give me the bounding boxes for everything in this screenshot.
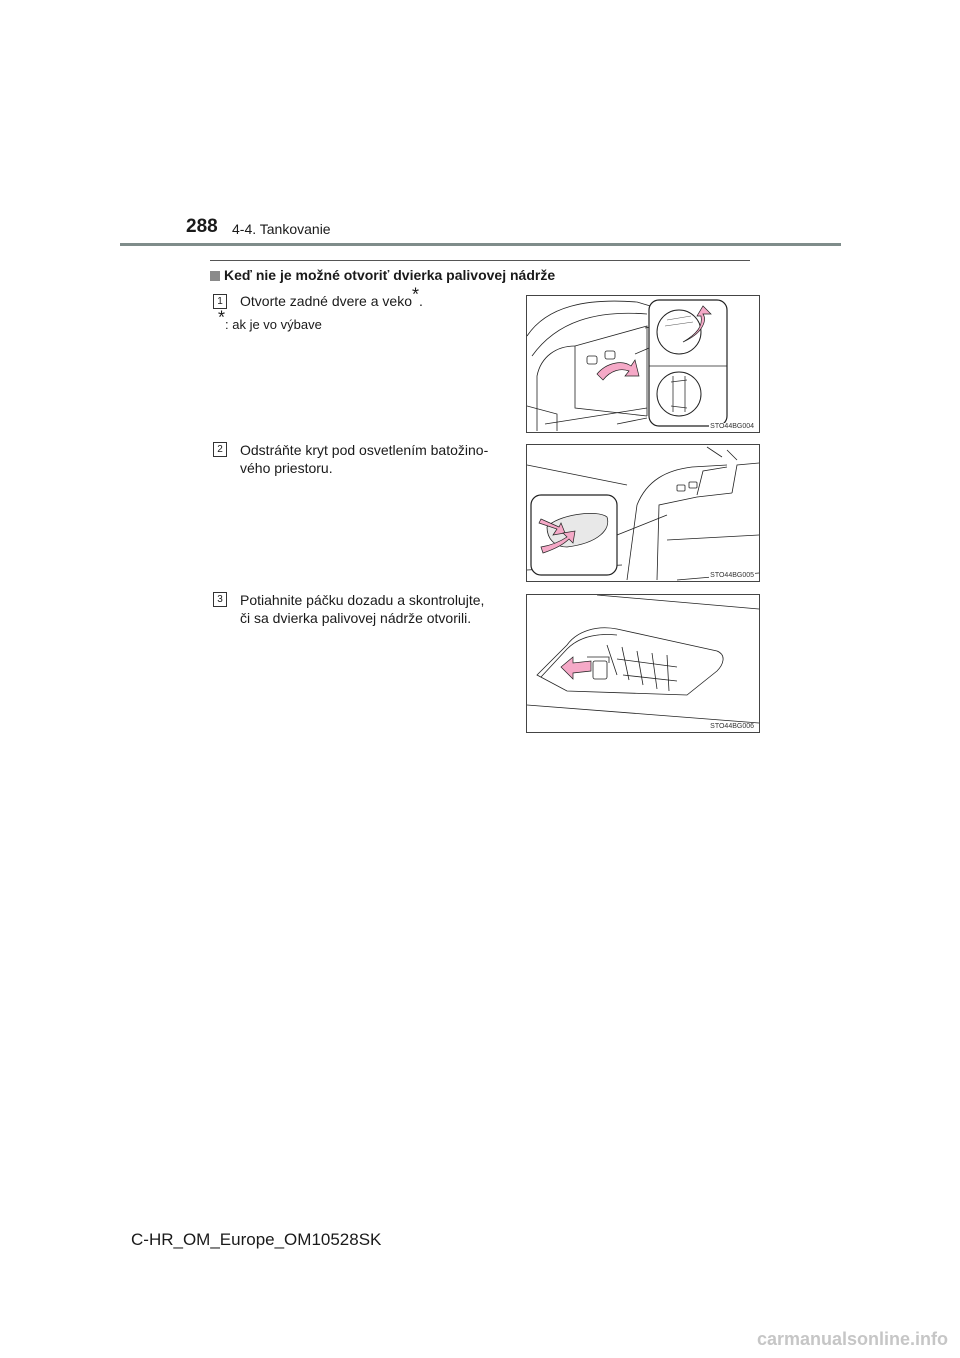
- footnote-text: : ak je vo výbave: [225, 317, 322, 332]
- cover-illustration: [527, 445, 759, 581]
- step-2-line-2: vého priestoru.: [240, 460, 333, 476]
- heading: [210, 267, 555, 283]
- figure-code-2: STO44BG005: [710, 572, 754, 579]
- figure-2-cover: [526, 444, 760, 582]
- figure-code-1: STO44BG004: [710, 423, 754, 430]
- figure-code-3: STO44BG006: [710, 723, 754, 730]
- figure-3-lever: [526, 594, 760, 733]
- step-3-line-2: či sa dvierka palivovej nádrže otvorili.: [240, 610, 472, 626]
- step-2-text: [240, 441, 488, 477]
- step-1-period: .: [419, 293, 423, 309]
- heading-text: Keď nie je možné otvoriť dvierka palivovej nádrže: [224, 267, 556, 283]
- lever-illustration: [527, 595, 759, 732]
- pink-arrow-icon: [597, 360, 639, 380]
- asterisk-mark: *: [412, 284, 420, 305]
- page-number: 288: [186, 216, 218, 237]
- figure-1-trunk: [526, 295, 760, 433]
- step-number-2: 2: [213, 442, 227, 457]
- trunk-illustration: [527, 296, 759, 432]
- header-rule: [120, 243, 841, 246]
- pull-arrow-icon: [561, 657, 591, 679]
- step-1-text: [240, 284, 423, 310]
- step-number-3: 3: [213, 592, 227, 607]
- step-3-text: [240, 591, 484, 627]
- step-3-line-1: Potiahnite páčku dozadu a skontrolujte,: [240, 592, 485, 608]
- heading-rule: [210, 260, 750, 261]
- footer-code: C-HR_OM_Europe_OM10528SK: [131, 1230, 382, 1249]
- square-bullet-icon: [210, 271, 220, 281]
- step-2-line-1: Odstráňte kryt pod osvetlením batožino-: [240, 442, 489, 458]
- footnote-asterisk: *: [218, 307, 226, 328]
- step-number-1: 1: [213, 294, 227, 309]
- watermark: carmanualsonline.info: [756, 1329, 948, 1349]
- step-1-label: Otvorte zadné dvere a veko: [240, 293, 412, 309]
- footnote: [218, 307, 322, 332]
- section-title: 4-4. Tankovanie: [232, 221, 331, 237]
